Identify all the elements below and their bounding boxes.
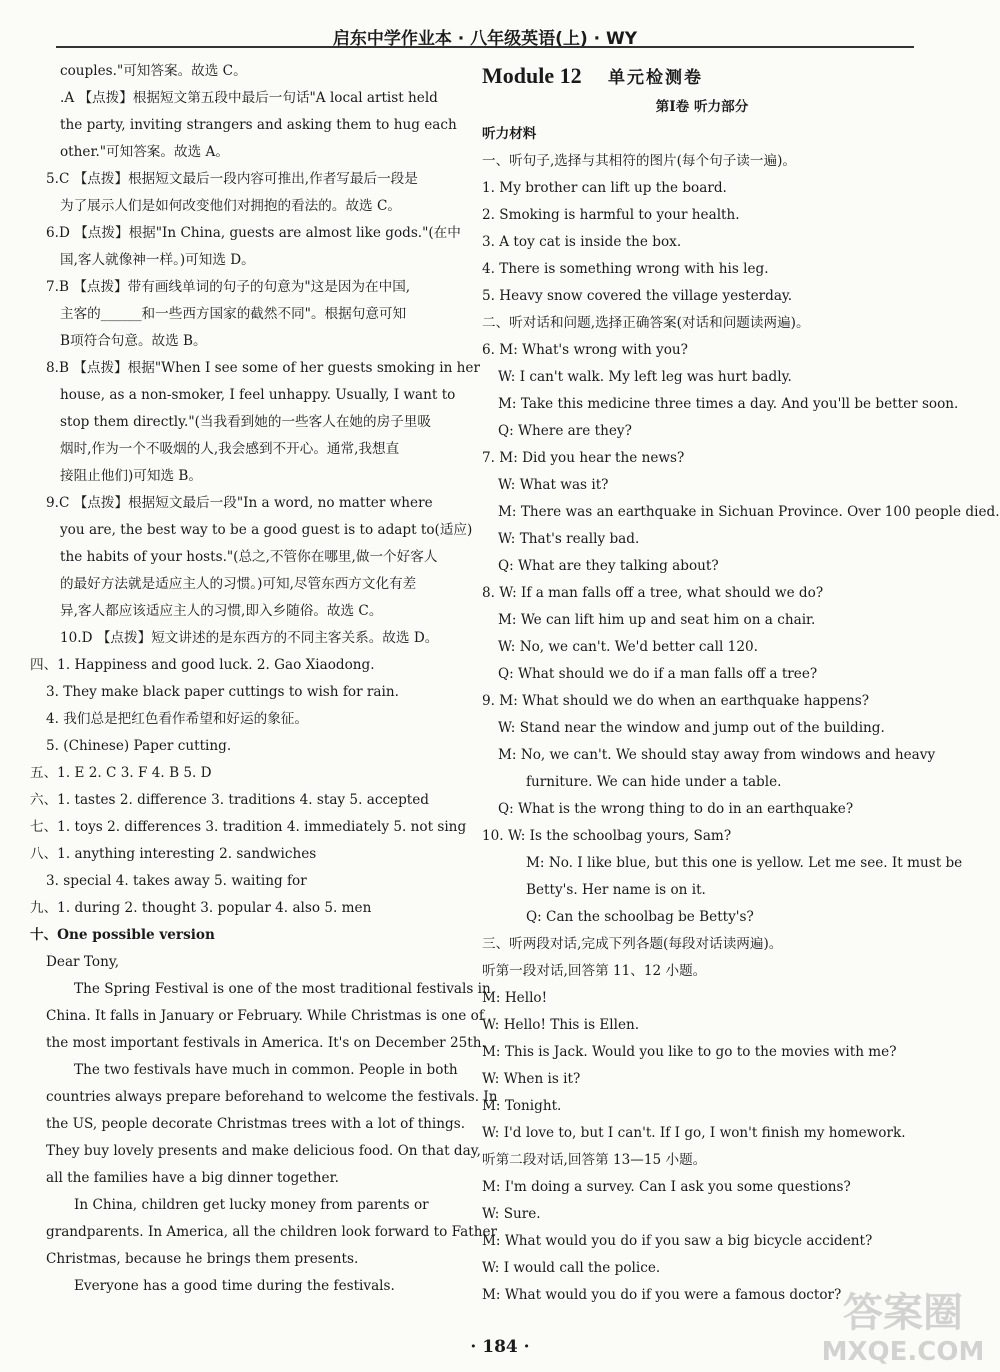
script-line: M: We can lift him up and seat him on a chair. [498,612,816,628]
watermark-top-text: 答案圈 [843,1290,963,1336]
script-line: W: That's really bad. [498,531,640,547]
answer-line: 7.B 【点拨】带有画线单词的句子的句意为"这是因为在中国, [46,279,411,295]
script-line: M: Hello! [482,990,548,1006]
script-line: M: No. I like blue, but this one is yellow. Let me see. It must be [526,855,963,871]
answer-line: the US, people decorate Christmas trees with a lot of things. [46,1116,466,1132]
answer-line: 五、1. E 2. C 3. F 4. B 5. D [30,765,212,781]
answer-line: 九、1. during 2. thought 3. popular 4. also 5. men [30,900,372,916]
script-line: W: What was it? [498,477,609,493]
answer-line: stop them directly."(当我看到她的一些客人在她的房子里吸 [60,414,431,430]
answer-line: 3. They make black paper cuttings to wish for rain. [46,684,399,700]
answer-line: 接阻止他们)可知选 B。 [60,468,202,484]
answer-line: 8.B 【点拨】根据"When I see some of her guests smoking in her [46,360,480,376]
answer-line: countries always prepare beforehand to welcome the festivals. In [46,1089,498,1105]
script-line: 7. M: Did you hear the news? [482,450,685,466]
answer-line: 10.D 【点拨】短文讲述的是东西方的不同主客关系。故选 D。 [60,630,439,646]
answer-line: grandparents. In America, all the children look forward to Father [46,1224,498,1240]
answer-line: 异,客人都应该适应主人的习惯,即入乡随俗。故选 C。 [60,603,383,619]
answer-line: all the families have a big dinner together. [46,1170,339,1186]
answer-line: Christmas, because he brings them presents. [46,1251,359,1267]
script-line: M: Take this medicine three times a day. And you'll be better soon. [498,396,959,412]
script-line: M: I'm doing a survey. Can I ask you some questions? [482,1179,851,1195]
header-rule [56,46,914,48]
script-line: M: No, we can't. We should stay away from windows and heavy [498,747,936,763]
answer-line: you are, the best way to be a good guest is to adapt to(适应) [60,522,473,538]
answer-line: China. It falls in January or February. While Christmas is one of [46,1008,484,1024]
script-line: 听第一段对话,回答第 11、12 小题。 [482,963,707,979]
script-line: M: What would you do if you were a famous doctor? [482,1287,842,1303]
script-line: Q: What are they talking about? [498,558,719,574]
script-line: Q: Where are they? [498,423,632,439]
answer-line: 5. (Chinese) Paper cutting. [46,738,232,754]
section-title: 第Ⅰ卷 听力部分 [655,99,749,115]
script-line: 听力材料 [482,126,537,142]
script-line: 5. Heavy snow covered the village yesterday. [482,288,793,304]
script-line: 2. Smoking is harmful to your health. [482,207,740,223]
answer-line: 3. special 4. takes away 5. waiting for [46,873,307,889]
left-column [30,58,498,1300]
answer-line: 烟时,作为一个不吸烟的人,我会感到不开心。通常,我想直 [60,441,400,457]
script-line: 4. There is something wrong with his leg. [482,261,769,277]
script-line: W: No, we can't. We'd better call 120. [498,639,758,655]
answer-line: .A 【点拨】根据短文第五段中最后一句话"A local artist held [60,90,438,106]
answer-line: 国,客人就像神一样。)可知选 D。 [60,252,255,268]
answer-line: They buy lovely presents and make delicious food. On that day, [46,1143,481,1159]
script-line: 听第二段对话,回答第 13—15 小题。 [482,1152,707,1168]
script-line: 三、听两段对话,完成下列各题(每段对话读两遍)。 [482,936,783,952]
module-subtitle: 单元检测卷 [607,68,703,88]
script-line: W: I'd love to, but I can't. If I go, I won't finish my homework. [482,1125,906,1141]
answer-line: Everyone has a good time during the festivals. [74,1278,395,1294]
answer-line: 6.D 【点拨】根据"In China, guests are almost like gods."(在中 [46,225,461,241]
script-line: Q: What is the wrong thing to do in an earthquake? [498,801,854,817]
script-line: 3. A toy cat is inside the box. [482,234,682,250]
answer-line: 七、1. toys 2. differences 3. tradition 4. immediately 5. not sing [30,819,467,835]
script-line: W: Hello! This is Ellen. [482,1017,640,1033]
script-line: W: When is it? [482,1071,581,1087]
answer-line: the habits of your hosts."(总之,不管你在哪里,做一个好客人 [60,549,438,565]
page-header: 启东中学作业本 · 八年级英语(上) · WY [332,29,638,49]
script-line: 二、听对话和问题,选择正确答案(对话和问题读两遍)。 [482,315,810,331]
script-line: M: There was an earthquake in Sichuan Province. Over 100 people died. [498,504,1000,520]
module-heading [482,58,922,94]
script-line: 6. M: What's wrong with you? [482,342,688,358]
script-line: Q: Can the schoolbag be Betty's? [526,909,754,925]
script-line: 8. W: If a man falls off a tree, what should we do? [482,585,824,601]
answer-line: 十、One possible version [30,927,215,943]
answer-line: 9.C 【点拨】根据短文最后一段"In a word, no matter where [46,495,433,511]
script-line: Q: What should we do if a man falls off a tree? [498,666,818,682]
script-line: 10. W: Is the schoolbag yours, Sam? [482,828,732,844]
listening-material [482,121,1000,1309]
script-line: 1. My brother can lift up the board. [482,180,727,196]
answer-line: B项符合句意。故选 B。 [60,333,207,349]
module-title: Module 12 [482,63,582,88]
answer-line: Dear Tony, [46,954,120,970]
script-line: W: I would call the police. [482,1260,661,1276]
script-line: W: Stand near the window and jump out of the building. [498,720,885,736]
answer-line: 4. 我们总是把红色看作希望和好运的象征。 [46,711,308,727]
right-column [482,58,1000,1309]
script-line: furniture. We can hide under a table. [526,774,782,790]
answer-line: In China, children get lucky money from parents or [74,1197,429,1213]
script-line: M: Tonight. [482,1098,562,1114]
page-number: · 184 · [470,1337,530,1357]
answer-line: The Spring Festival is one of the most traditional festivals in [74,981,491,997]
script-line: Betty's. Her name is on it. [526,882,706,898]
answer-line: 为了展示人们是如何改变他们对拥抱的看法的。故选 C。 [60,198,401,214]
answer-line: the party, inviting strangers and asking them to hug each [60,117,457,133]
script-line: W: Sure. [482,1206,541,1222]
answer-line: 的最好方法就是适应主人的习惯。)可知,尽管东西方文化有差 [60,576,417,592]
answer-line: the most important festivals in America. It's on December 25th. [46,1035,486,1051]
script-line: 9. M: What should we do when an earthquake happens? [482,693,870,709]
script-line: M: This is Jack. Would you like to go to the movies with me? [482,1044,897,1060]
answer-line: 八、1. anything interesting 2. sandwiches [30,846,317,862]
answer-line: 主客的______和一些西方国家的截然不同"。根据句意可知 [60,306,407,322]
script-line: W: I can't walk. My left leg was hurt badly. [498,369,792,385]
answer-line: The two festivals have much in common. People in both [74,1062,458,1078]
watermark-logo [818,1280,988,1368]
script-line: M: What would you do if you saw a big bicycle accident? [482,1233,873,1249]
script-line: 一、听句子,选择与其相符的图片(每个句子读一遍)。 [482,153,796,169]
answer-line: 六、1. tastes 2. difference 3. traditions 4. stay 5. accepted [30,792,430,808]
answer-line: house, as a non-smoker, I feel unhappy. Usually, I want to [60,387,456,403]
watermark-bottom-text: MXQE.COM [821,1337,985,1367]
answer-line: 四、1. Happiness and good luck. 2. Gao Xiaodong. [30,657,375,673]
answer-line: 5.C 【点拨】根据短文最后一段内容可推出,作者写最后一段是 [46,171,418,187]
answer-line: couples."可知答案。故选 C。 [60,63,247,79]
answer-line: other."可知答案。故选 A。 [60,144,229,160]
